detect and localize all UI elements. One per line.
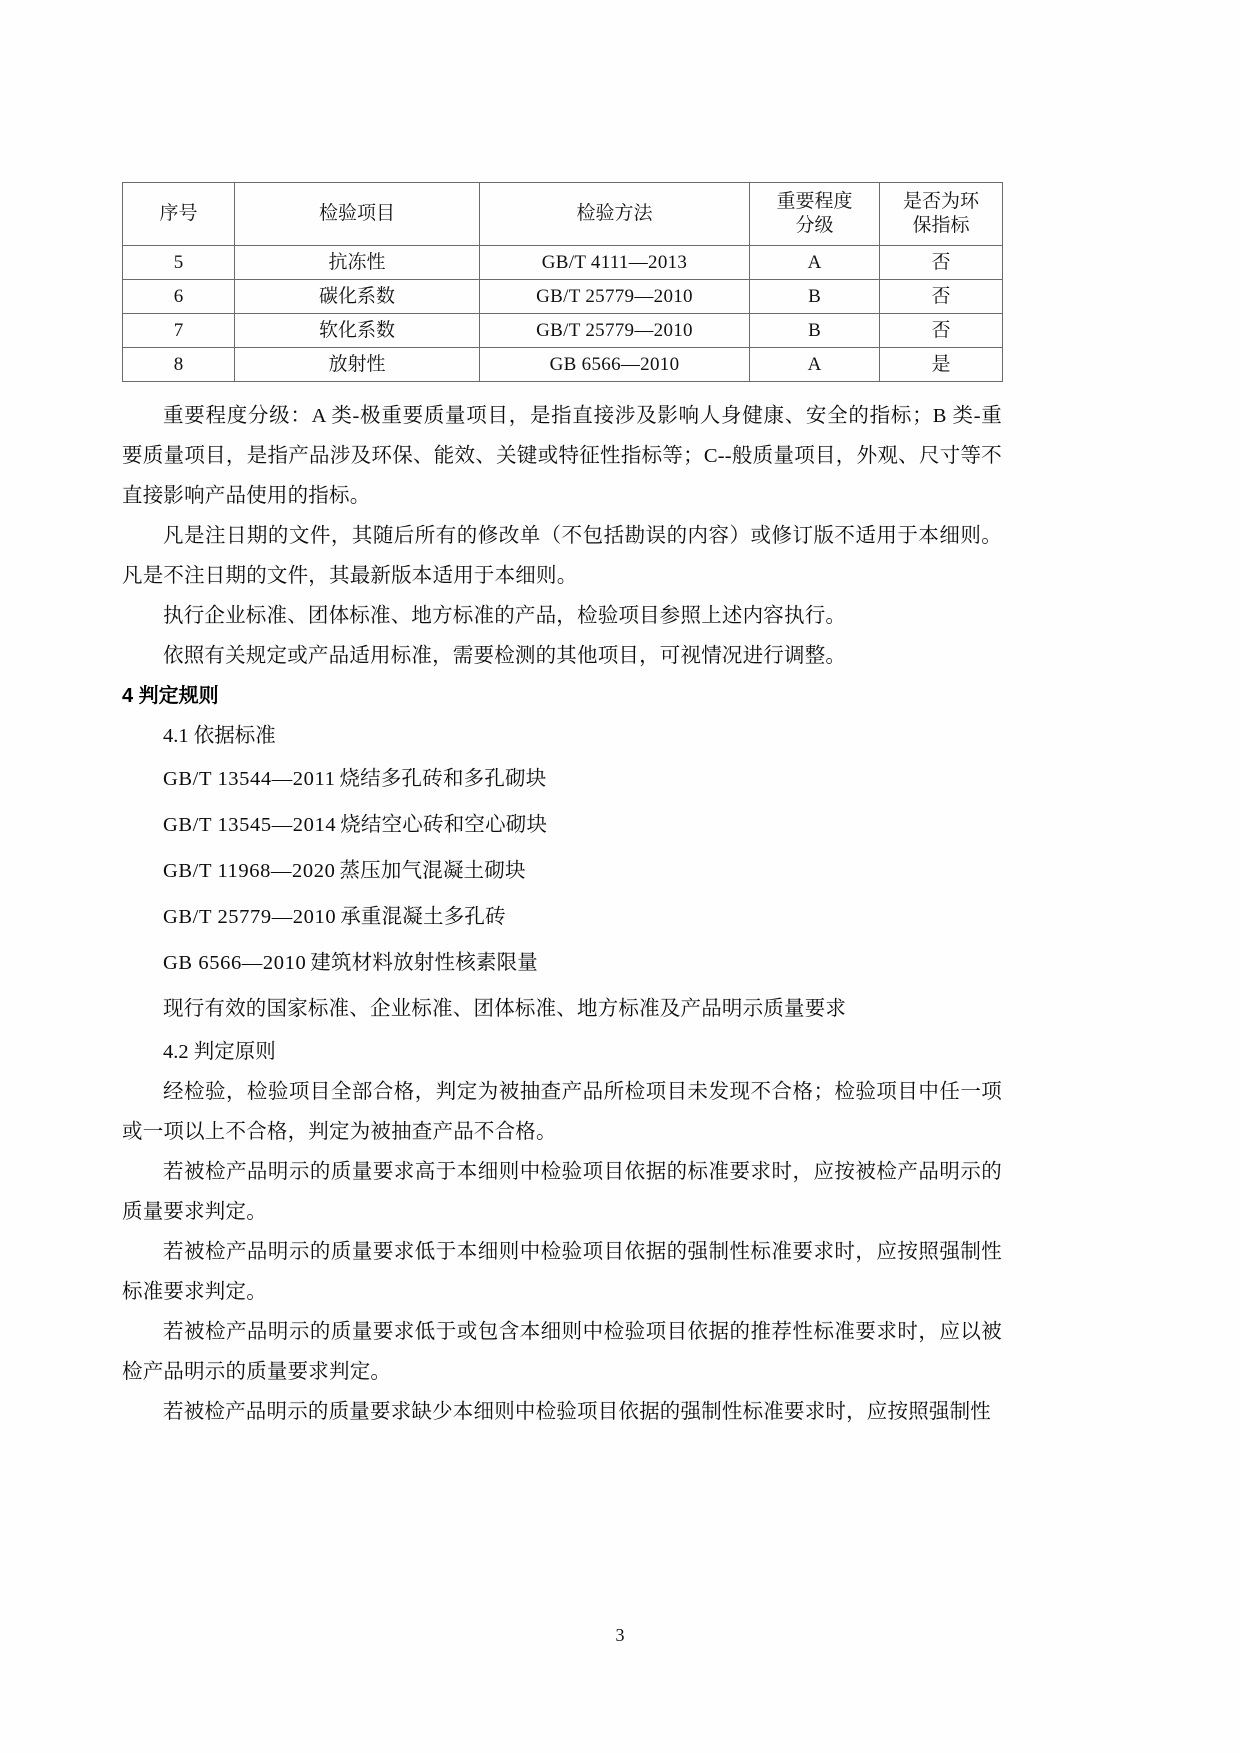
table-row xyxy=(123,314,1003,348)
cell-item: 碳化系数 xyxy=(235,280,480,314)
standard-code: GB/T 25779—2010 xyxy=(163,906,337,928)
page-number: 3 xyxy=(615,1625,625,1645)
standard-name: 建筑材料放射性核素限量 xyxy=(310,952,539,974)
table-body xyxy=(123,246,1003,382)
column-header-env-line2: 保指标 xyxy=(912,215,970,236)
table-row xyxy=(123,246,1003,280)
cell-method: GB 6566—2010 xyxy=(480,348,750,382)
cell-grade: A xyxy=(750,348,880,382)
note-dated-documents: 凡是注日期的文件，其随后所有的修改单（不包括勘误的内容）或修订版不适用于本细则。凡是不注日期的文件，其最新版本适用于本细则。 xyxy=(122,525,1002,587)
column-header-item: 检验项目 xyxy=(235,183,480,246)
section-heading-4-1: 4.1 依据标准 xyxy=(163,725,276,747)
section-heading-4: 4 判定规则 xyxy=(122,685,219,707)
standard-code: GB/T 13545—2014 xyxy=(163,814,337,836)
note-other-items: 依照有关规定或产品适用标准，需要检测的其他项目，可视情况进行调整。 xyxy=(163,645,847,667)
standard-code: GB/T 11968—2020 xyxy=(163,860,336,882)
standard-name: 承重混凝土多孔砖 xyxy=(340,906,506,928)
column-header-no: 序号 xyxy=(123,183,235,246)
cell-no: 8 xyxy=(123,348,235,382)
standard-list-item xyxy=(122,756,1002,802)
note-grading: 重要程度分级：A 类-极重要质量项目，是指直接涉及影响人身健康、安全的指标；B 类-重要质量项目，是指产品涉及环保、能效、关键或特征性指标等；C--般质量项目，外观、尺寸等不直接影响产品使用的指标。 xyxy=(122,405,1002,507)
cell-item: 放射性 xyxy=(235,348,480,382)
cell-env: 否 xyxy=(880,314,1003,348)
judgement-paragraph: 若被检产品明示的质量要求高于本细则中检验项目依据的标准要求时，应按被检产品明示的质量要求判定。 xyxy=(122,1161,1002,1223)
cell-env: 否 xyxy=(880,246,1003,280)
standard-code: GB 6566—2010 xyxy=(163,952,307,974)
judgement-paragraph: 若被检产品明示的质量要求缺少本细则中检验项目依据的强制性标准要求时，应按照强制性 xyxy=(163,1401,991,1423)
cell-method: GB/T 25779—2010 xyxy=(480,280,750,314)
judgement-paragraph: 若被检产品明示的质量要求低于本细则中检验项目依据的强制性标准要求时，应按照强制性标准要求判定。 xyxy=(122,1241,1002,1303)
column-header-env-line1: 是否为环 xyxy=(902,190,979,212)
cell-method: GB/T 4111—2013 xyxy=(480,246,750,280)
cell-item: 软化系数 xyxy=(235,314,480,348)
section-heading-4-2: 4.2 判定原则 xyxy=(163,1041,276,1063)
standard-name: 烧结多孔砖和多孔砌块 xyxy=(339,768,547,790)
standard-list-item xyxy=(122,802,1002,848)
table-row xyxy=(123,280,1003,314)
table-header xyxy=(123,183,1003,246)
standard-list-item xyxy=(122,848,1002,894)
cell-env: 否 xyxy=(880,280,1003,314)
standard-code: GB/T 13544—2011 xyxy=(163,768,336,790)
page-content xyxy=(122,182,1002,1432)
cell-grade: B xyxy=(750,314,880,348)
cell-env: 是 xyxy=(880,348,1003,382)
column-header-grade-line2: 分级 xyxy=(795,215,834,236)
cell-item: 抗冻性 xyxy=(235,246,480,280)
cell-grade: B xyxy=(750,280,880,314)
column-header-grade xyxy=(750,183,880,246)
judgement-paragraph: 经检验，检验项目全部合格，判定为被抽查产品所检项目未发现不合格；检验项目中任一项或一项以上不合格，判定为被抽查产品不合格。 xyxy=(122,1081,1002,1143)
cell-no: 7 xyxy=(123,314,235,348)
table-header-row xyxy=(123,183,1003,246)
column-header-method: 检验方法 xyxy=(480,183,750,246)
standard-extra-line: 现行有效的国家标准、企业标准、团体标准、地方标准及产品明示质量要求 xyxy=(163,998,847,1020)
cell-no: 5 xyxy=(123,246,235,280)
column-header-grade-line1: 重要程度 xyxy=(776,190,853,212)
note-enterprise-standard: 执行企业标准、团体标准、地方标准的产品，检验项目参照上述内容执行。 xyxy=(163,605,847,627)
judgement-paragraph: 若被检产品明示的质量要求低于或包含本细则中检验项目依据的推荐性标准要求时，应以被检产品明示的质量要求判定。 xyxy=(122,1321,1002,1383)
cell-grade: A xyxy=(750,246,880,280)
standard-list-item xyxy=(122,894,1002,940)
column-header-env xyxy=(880,183,1003,246)
cell-method: GB/T 25779—2010 xyxy=(480,314,750,348)
cell-no: 6 xyxy=(123,280,235,314)
table-row xyxy=(123,348,1003,382)
standard-name: 烧结空心砖和空心砌块 xyxy=(340,814,548,836)
standard-list-item xyxy=(122,940,1002,986)
inspection-items-table xyxy=(122,182,1003,382)
standard-name: 蒸压加气混凝土砌块 xyxy=(339,860,526,882)
